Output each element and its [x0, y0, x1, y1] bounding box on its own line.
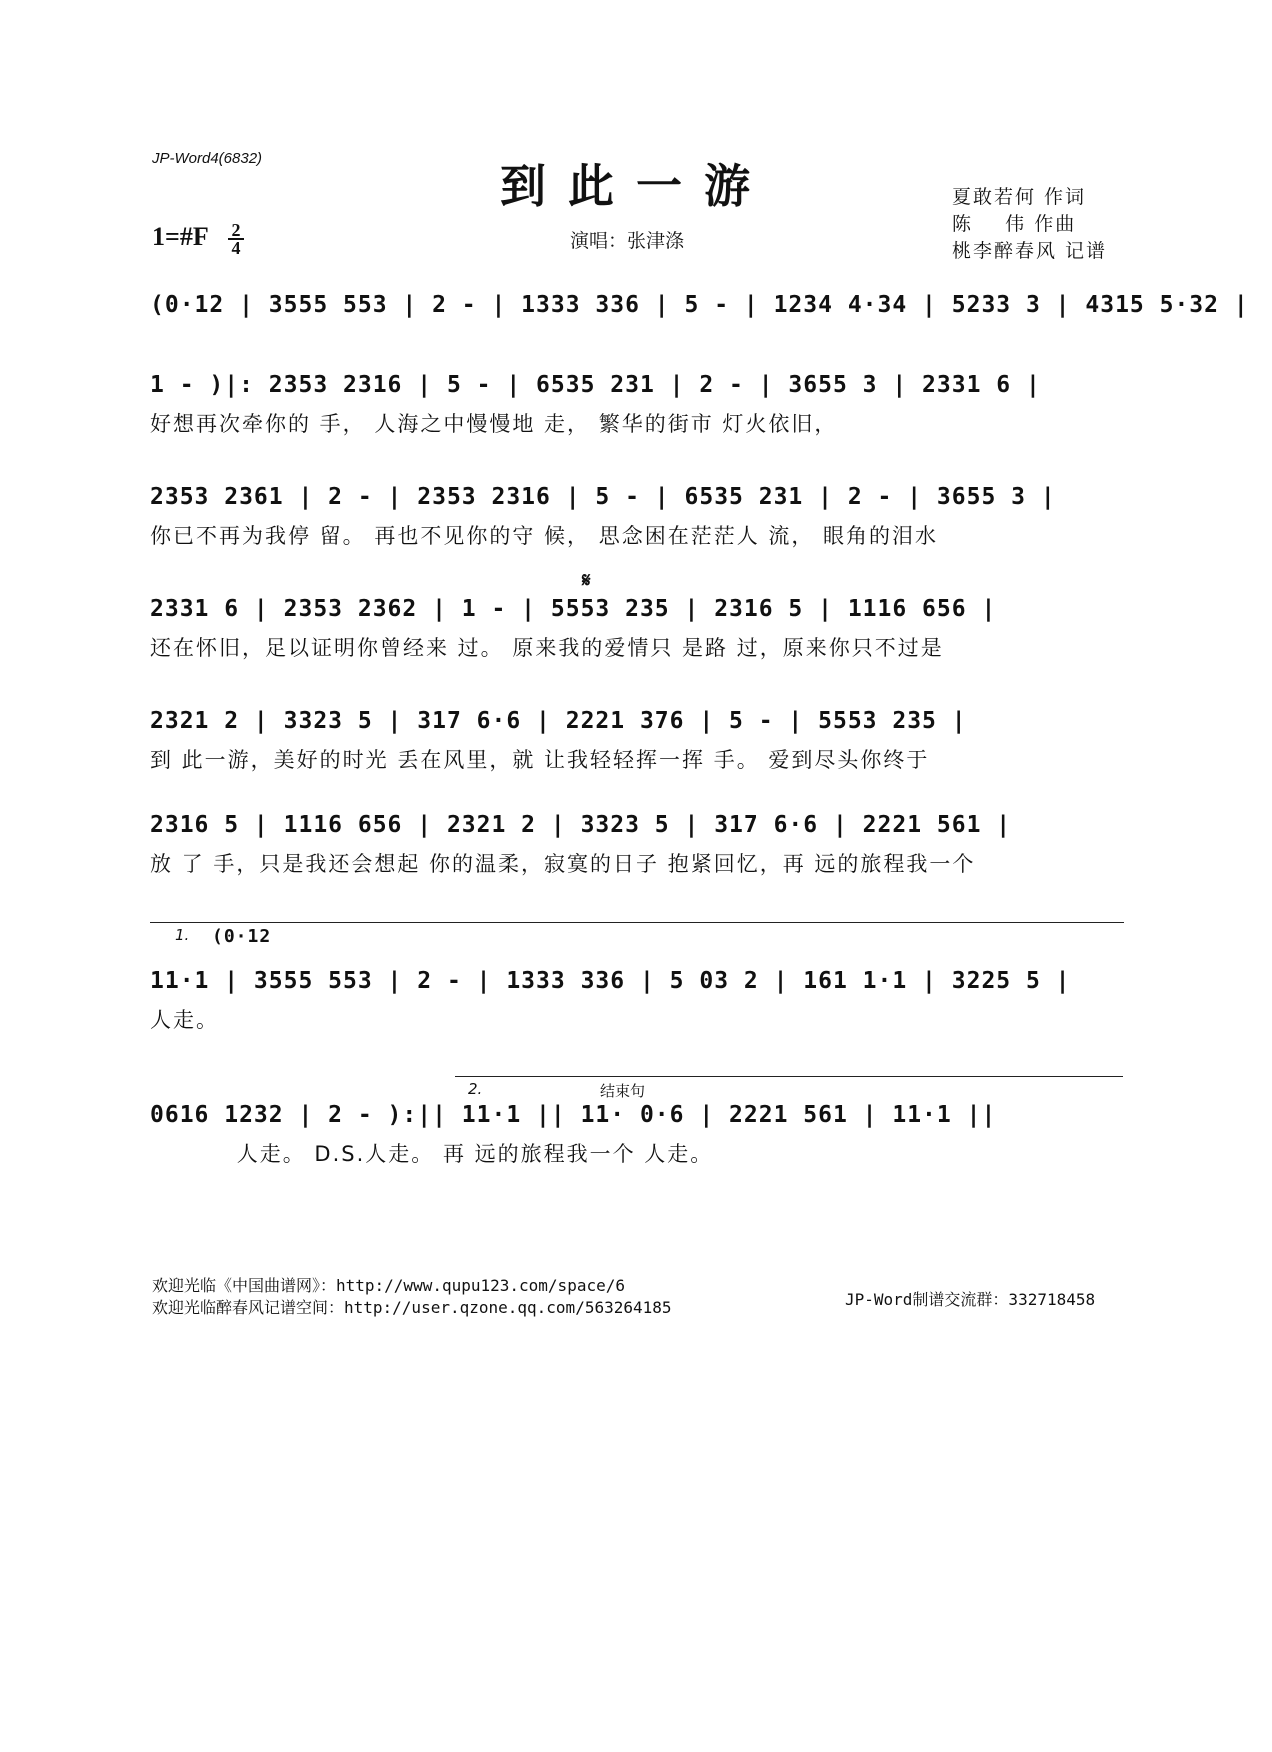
composer-credit: 陈 伟 作曲 — [952, 213, 1077, 235]
footer-link-1[interactable]: 欢迎光临《中国曲谱网》：http://www.qupu123.com/space/6 — [152, 1276, 625, 1295]
source-label: JP-Word4(6832) — [152, 150, 263, 167]
key-text: 1=#F — [152, 222, 209, 251]
lyrics-line-5: 到 此一游，美好的时光 丢在风里，就 让我轻轻挥一挥 手。 爱到尽头你终于 — [150, 748, 930, 772]
notes-line-6: 2316 5 | 1116 656 | 2321 2 | 3323 5 | 317 6·6 | 2221 561 | — [150, 812, 1012, 838]
key-signature — [152, 222, 209, 252]
song-title: 到此一游 — [500, 159, 772, 213]
time-signature — [228, 222, 244, 256]
footer-links — [152, 1275, 672, 1319]
notes-line-3: 2353 2361 | 2 - | 2353 2316 | 5 - | 6535 231 | 2 - | 3655 3 | — [150, 484, 1056, 510]
notes-line-2: 1 - )|: 2353 2316 | 5 - | 6535 231 | 2 - | 3655 3 | 2331 6 | — [150, 372, 1041, 398]
transcriber-credit: 桃李醉春风 记谱 — [952, 240, 1108, 262]
notes-line-8: 0616 1232 | 2 - ):|| 11·1 || 11· 0·6 | 2221 561 | 11·1 || — [150, 1102, 997, 1128]
lyrics-line-3: 你已不再为我停 留。 再也不见你的守 候， 思念困在茫茫人 流， 眼角的泪水 — [150, 524, 939, 548]
singer-credit: 演唱：张津涤 — [570, 230, 685, 252]
segno-sign: 𝄋 — [582, 568, 591, 592]
score-line-7 — [150, 968, 1130, 1034]
footer-link-2[interactable]: 欢迎光临醉春风记谱空间：http://user.qzone.qq.com/563264185 — [152, 1298, 672, 1317]
lyrics-line-6: 放 了 手，只是我还会想起 你的温柔，寂寞的日子 抱紧回忆，再 远的旅程我一个 — [150, 852, 976, 876]
notes-line-7: 11·1 | 3555 553 | 2 - | 1333 336 | 5 03 2 | 161 1·1 | 3225 5 | — [150, 968, 1071, 994]
score-line-6 — [150, 812, 1130, 878]
footer-group: JP-Word制谱交流群：332718458 — [845, 1290, 1096, 1309]
score-line-3 — [150, 484, 1130, 550]
volta-2-label: 2. — [468, 1080, 483, 1098]
ending-label: 结束句 — [600, 1082, 646, 1100]
score-line-5 — [150, 708, 1130, 774]
lyrics-line-4: 还在怀旧，足以证明你曾经来 过。 原来我的爱情只 是路 过，原来你只不过是 — [150, 636, 944, 660]
meter-bottom: 4 — [231, 238, 241, 258]
lyrics-line-2: 好想再次牵你的 手， 人海之中慢慢地 走， 繁华的街市 灯火依旧， — [150, 412, 838, 436]
volta-1-bracket — [150, 922, 1124, 923]
score-line-8 — [150, 1102, 1130, 1168]
lyrics-line-7: 人走。 — [150, 1008, 219, 1032]
lyrics-line-8: 人走。 D.S.人走。 再 远的旅程我一个 人走。 — [150, 1142, 714, 1166]
meter-top: 2 — [231, 220, 241, 240]
notes-line-5: 2321 2 | 3323 5 | 317 6·6 | 2221 376 | 5 - | 5553 235 | — [150, 708, 967, 734]
volta-1-label: 1. — [175, 926, 190, 944]
volta-1-pickup: (0·12 — [212, 926, 272, 947]
credits-block — [952, 184, 1107, 265]
score-line-1 — [150, 292, 1249, 328]
score-line-4 — [150, 596, 1130, 662]
notes-line-4: 2331 6 | 2353 2362 | 1 - | 5553 235 | 2316 5 | 1116 656 | — [150, 596, 997, 622]
lyricist-credit: 夏敢若何 作词 — [952, 186, 1087, 208]
score-line-2 — [150, 372, 1130, 438]
notes-line-1: (0·12 | 3555 553 | 2 - | 1333 336 | 5 - | 1234 4·34 | 5233 3 | 4315 5·32 | — [150, 292, 1249, 318]
volta-2-bracket — [455, 1076, 1123, 1077]
